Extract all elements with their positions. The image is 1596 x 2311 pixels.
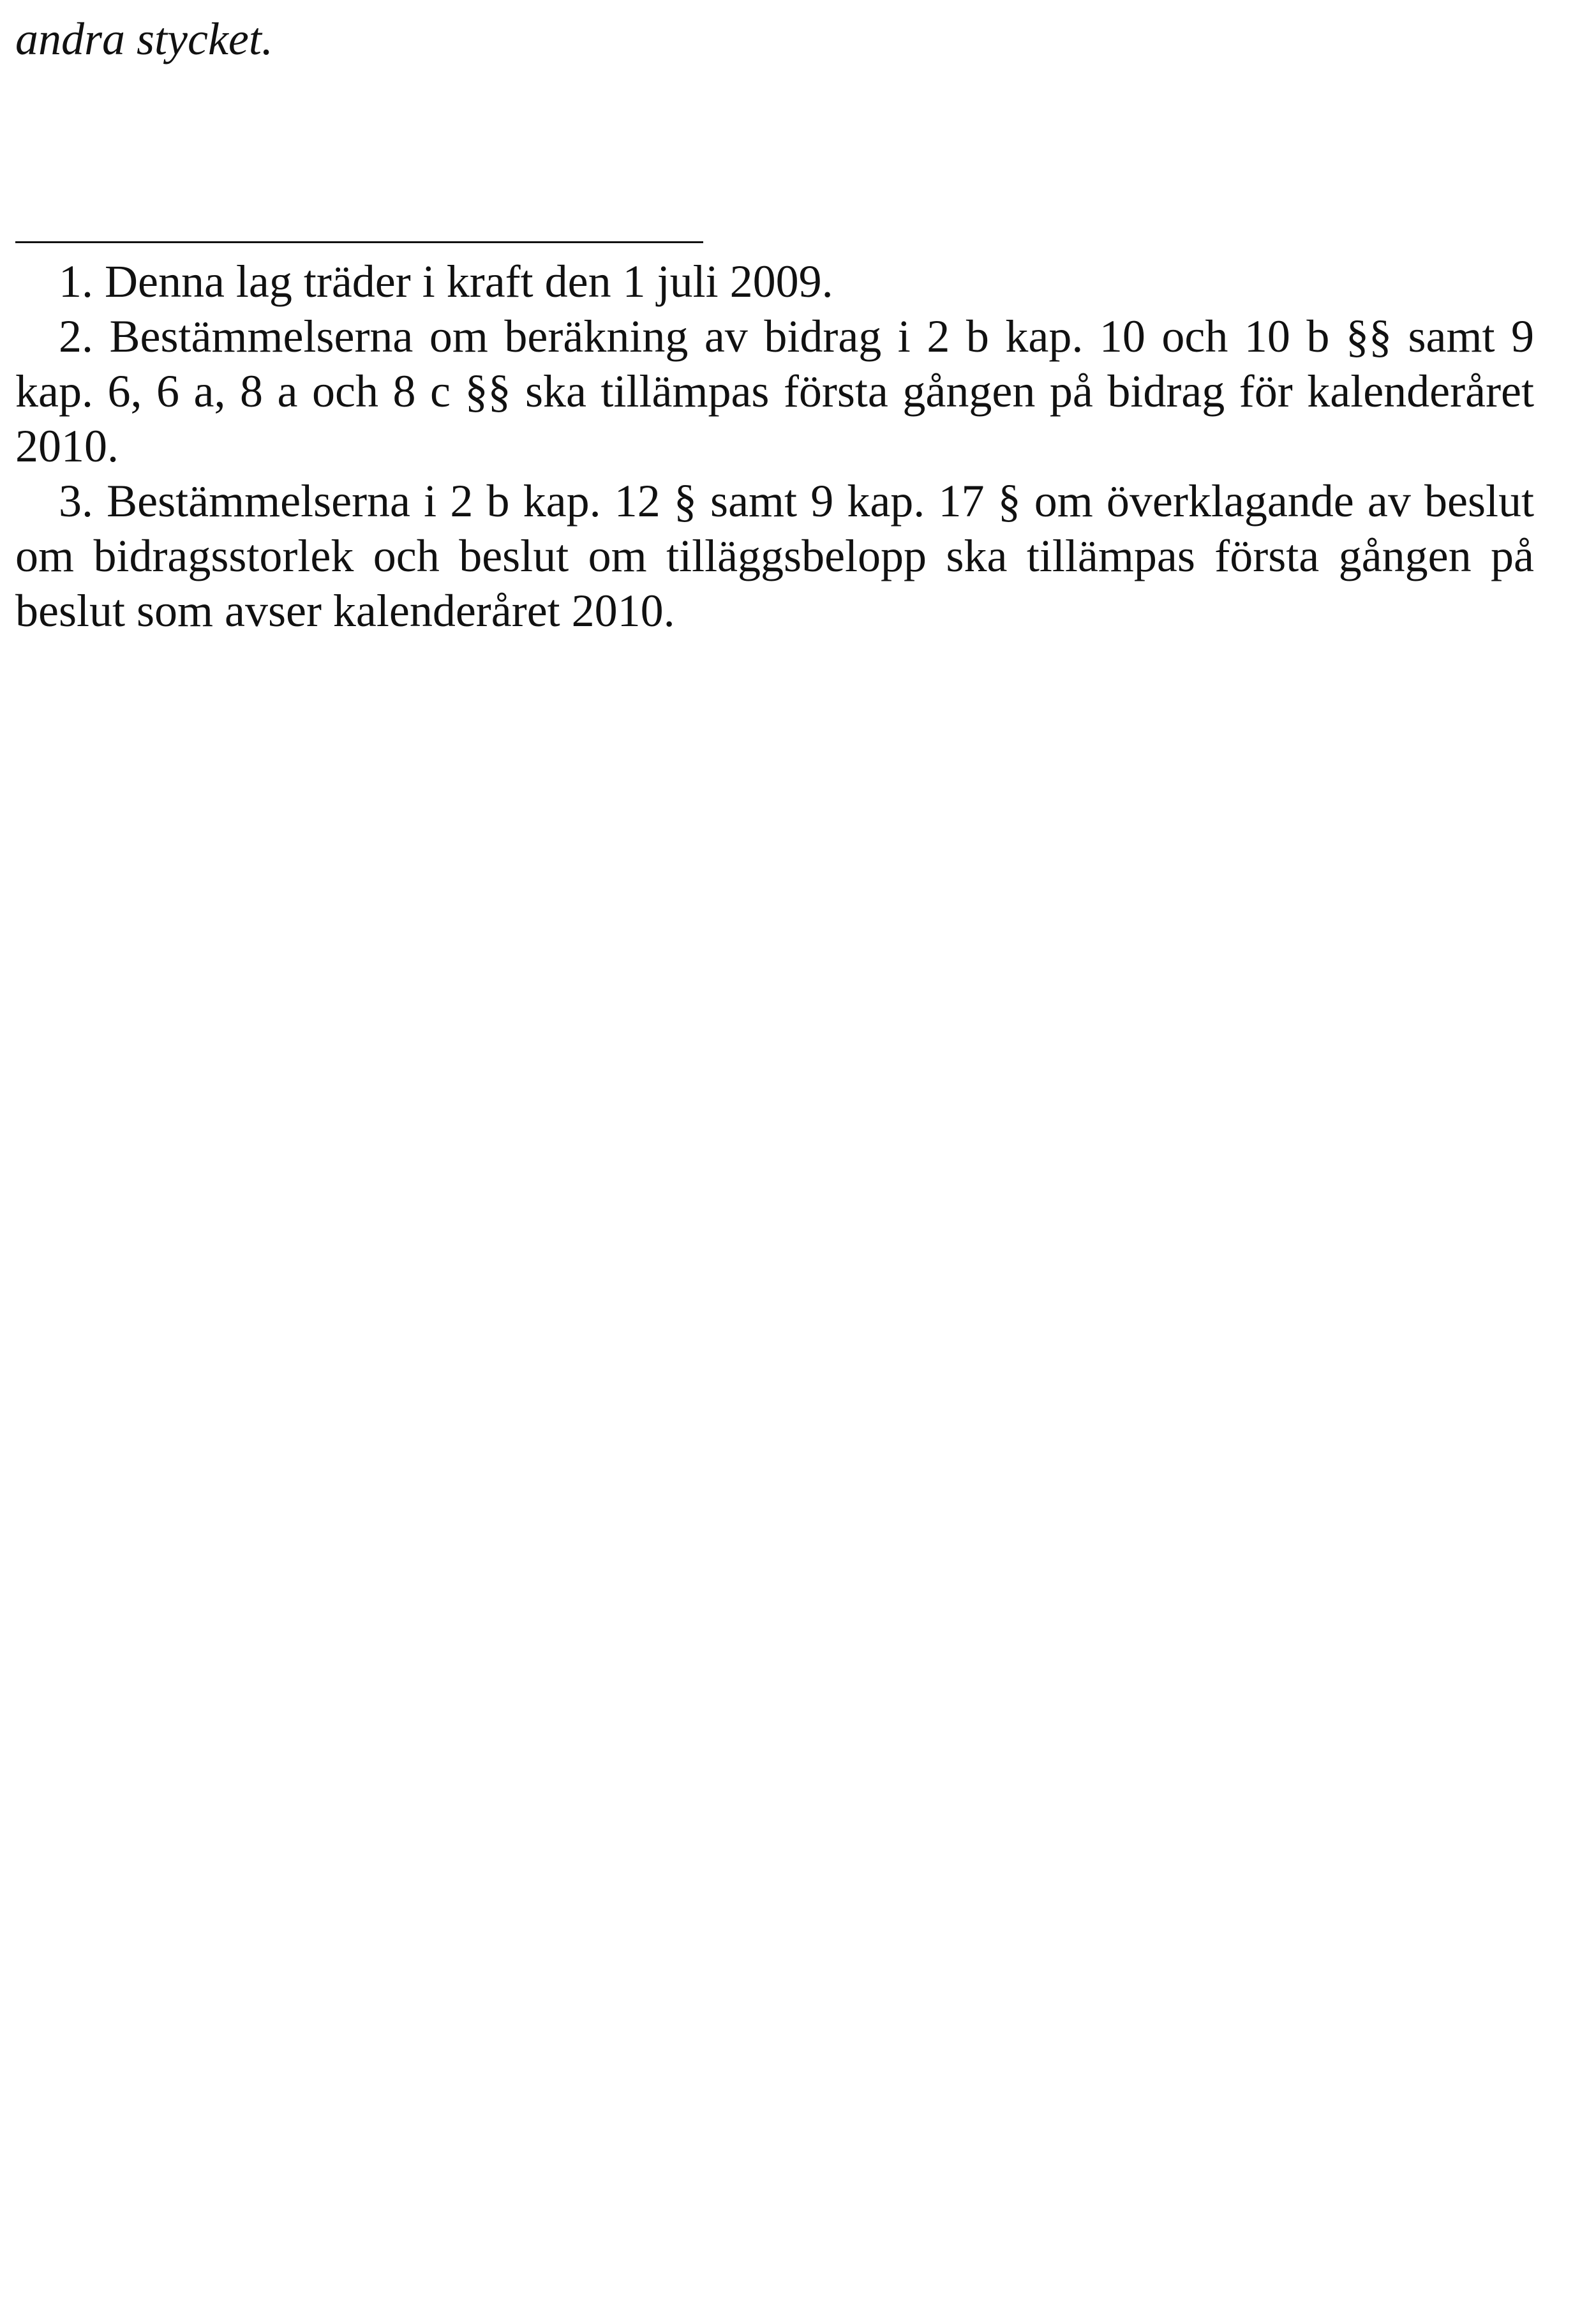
provision-text: Denna lag träder i kraft den 1 juli 2009.: [105, 256, 833, 307]
transitional-provisions: [15, 254, 1534, 638]
provision-number: 2.: [59, 311, 93, 362]
provision-text: Bestämmelserna om beräkning av bidrag i 2 b kap. 10 och 10 b §§ samt 9 kap. 6, 6 a, 8 a och 8 c §§ ska tillämpas första gången på bidrag för kalenderåret 2010.: [15, 311, 1534, 472]
carryover-text: andra stycket.: [15, 13, 273, 64]
provision-item: [15, 309, 1534, 474]
provision-item: [15, 254, 1534, 309]
provision-number: 1.: [59, 256, 93, 307]
section-divider: [15, 241, 703, 243]
provision-number: 3.: [59, 475, 93, 527]
provision-item: [15, 474, 1534, 638]
provision-text: Bestämmelserna i 2 b kap. 12 § samt 9 kap. 17 § om överklagande av beslut om bidragsstorlek och beslut om tilläggsbelopp ska tillämpas första gången på beslut som avser kalenderåret 2010.: [15, 475, 1534, 636]
